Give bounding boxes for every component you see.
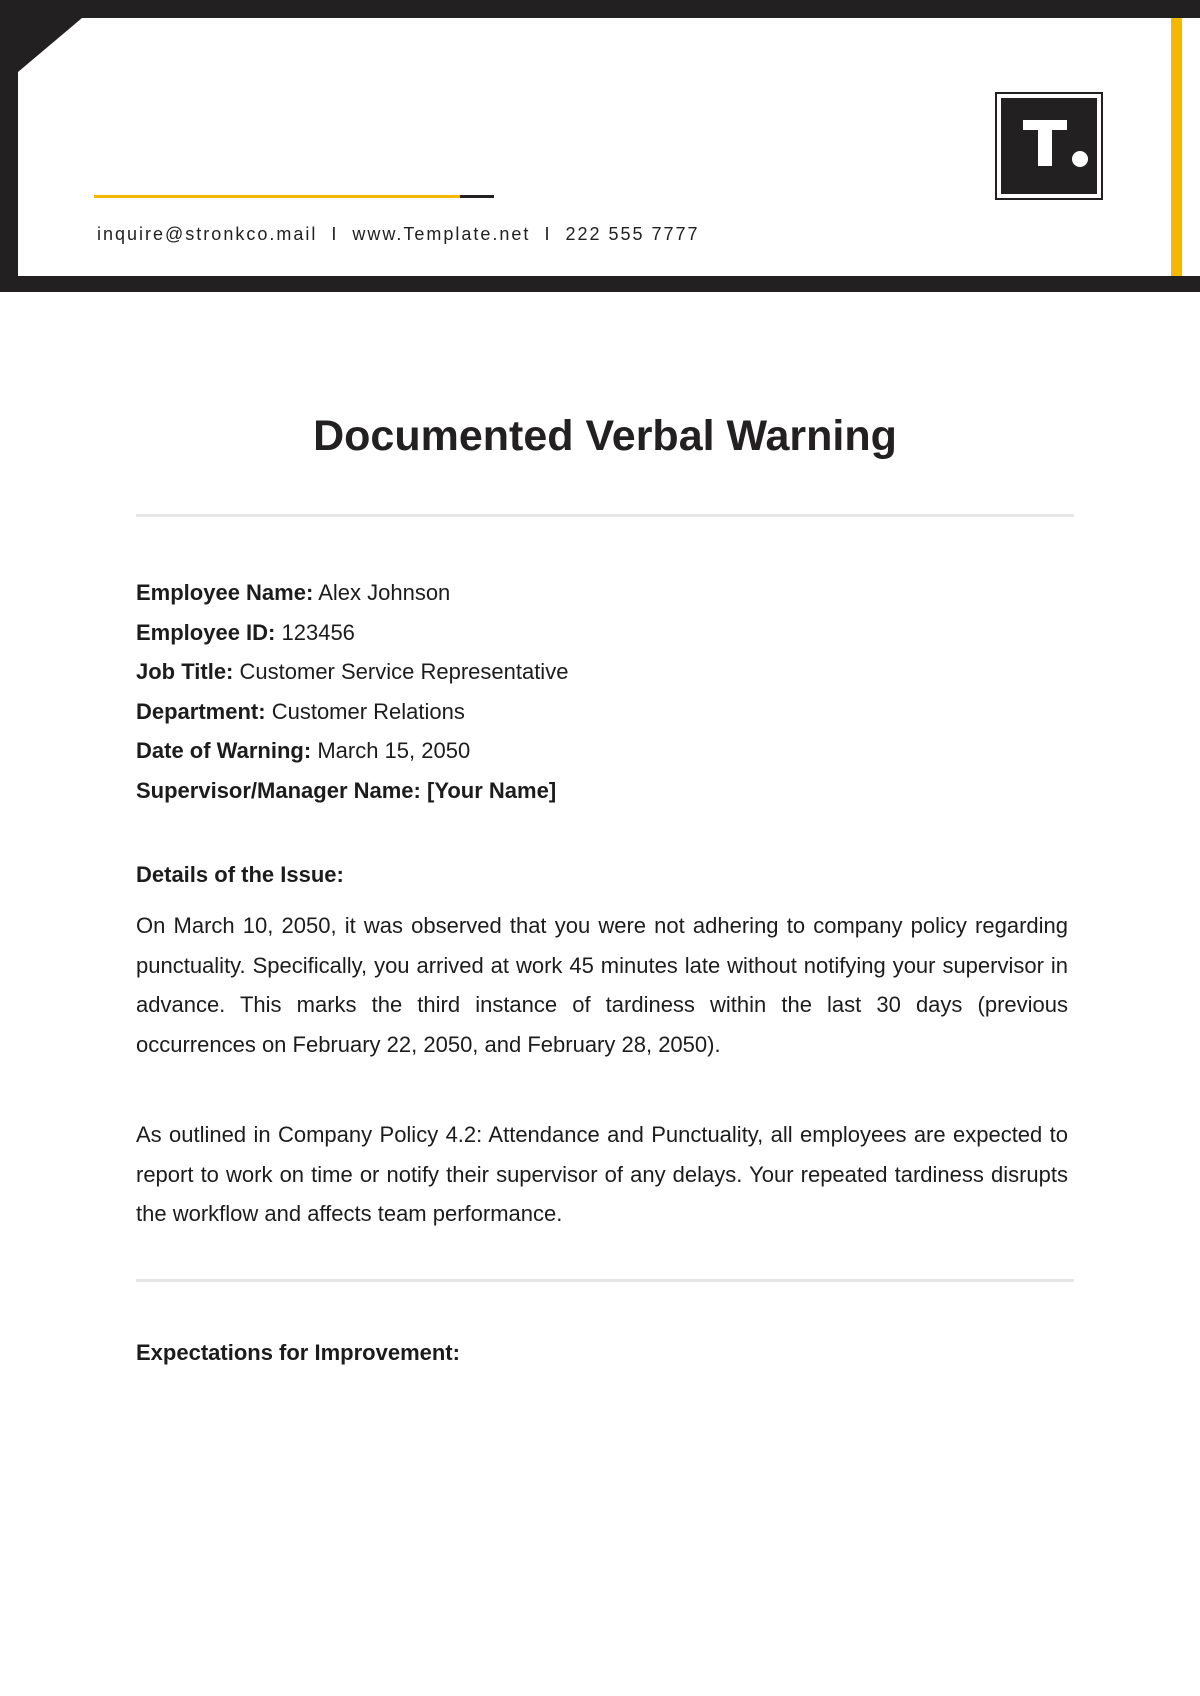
employee-info — [136, 573, 1076, 810]
contact-email[interactable]: inquire@stronkco.mail — [97, 224, 318, 244]
details-paragraph: On March 10, 2050, it was observed that you were not adhering to company policy regarding punctuality. Specifically, you arrived at work 45 minutes late without notifying your supervisor in advance. This marks the third instance of tardiness within the last 30 days (previous occurrences on February 22, 2050, and February 28, 2050). — [136, 913, 1068, 1057]
policy-paragraph: As outlined in Company Policy 4.2: Attendance and Punctuality, all employees are expected to report to work on time or notify their supervisor of any delays. Your repeated tardiness disrupts the workflow and affects team performance. — [136, 1122, 1068, 1226]
contact-website[interactable]: www.Template.net — [352, 224, 531, 244]
field-label: Department: — [136, 698, 266, 724]
template-t-logo-icon — [995, 92, 1103, 200]
contact-separator: I — [331, 224, 339, 244]
field-value: Alex Johnson — [318, 580, 451, 605]
field-value: Customer Relations — [271, 698, 465, 724]
field-supervisor-name — [136, 771, 1076, 811]
field-job-title — [136, 652, 1076, 692]
letterhead-rule-dark — [460, 195, 494, 198]
contact-separator: I — [544, 224, 552, 244]
field-department — [136, 692, 1076, 732]
field-label: Employee Name: — [136, 580, 314, 605]
contact-line — [97, 224, 700, 245]
field-value: Customer Service Representative — [239, 659, 569, 684]
field-label: Employee ID: — [136, 619, 276, 645]
field-value: [Your Name] — [427, 777, 557, 803]
field-value: March 15, 2050 — [317, 738, 471, 763]
field-employee-id — [136, 613, 1076, 653]
field-label: Date of Warning: — [136, 738, 312, 763]
field-employee-name — [136, 573, 1076, 613]
section-divider — [136, 1279, 1074, 1282]
contact-phone[interactable]: 222 555 7777 — [565, 224, 700, 244]
logo-mark — [1001, 98, 1097, 194]
document-title: Documented Verbal Warning — [313, 412, 897, 460]
field-label: Job Title: — [136, 659, 234, 684]
field-date-of-warning — [136, 731, 1076, 771]
field-label: Supervisor/Manager Name: — [136, 777, 421, 803]
logo-dot — [1072, 151, 1088, 167]
letterhead-rule-accent — [94, 195, 460, 198]
title-divider — [136, 514, 1074, 517]
field-value: 123456 — [281, 619, 355, 645]
details-heading: Details of the Issue: — [136, 862, 344, 887]
logo-t-stem — [1038, 120, 1052, 166]
expectations-heading: Expectations for Improvement: — [136, 1340, 460, 1365]
letterhead-accent-bar — [1171, 18, 1182, 276]
